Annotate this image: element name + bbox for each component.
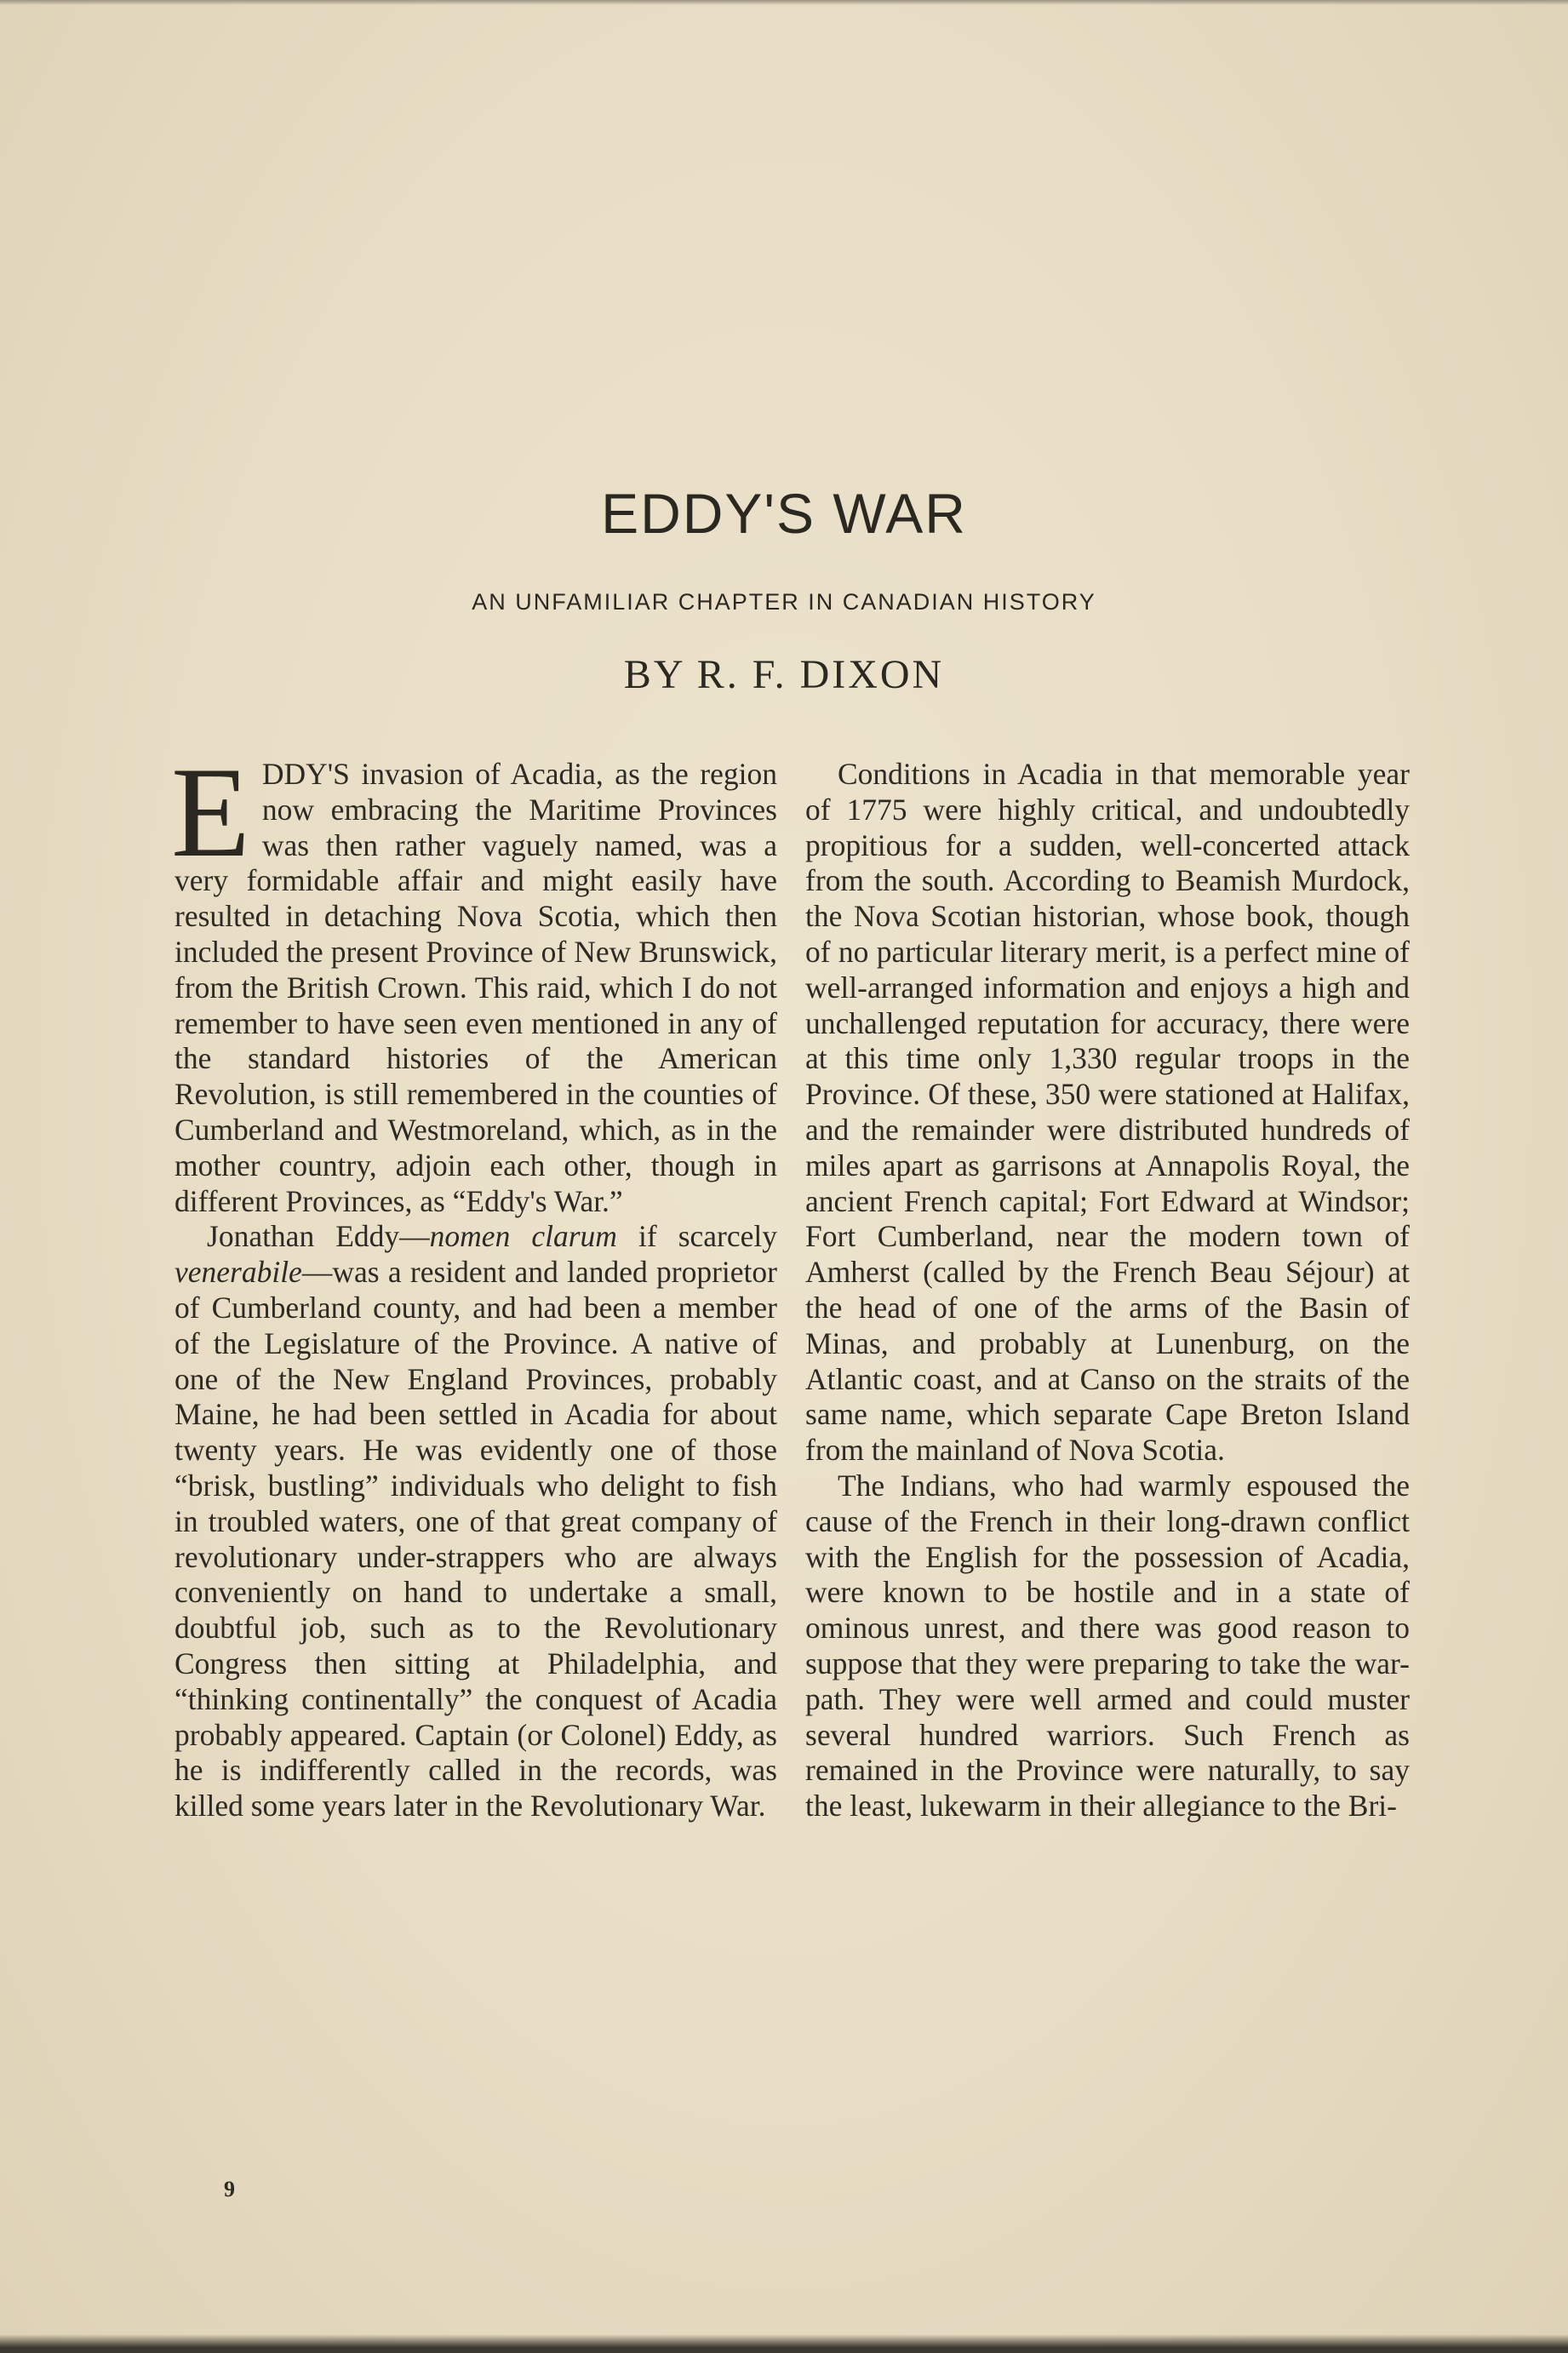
paragraph-2	[175, 1219, 777, 1824]
latin-phrase-1: nomen clarum	[429, 1219, 617, 1254]
paragraph-1	[171, 741, 777, 1219]
paragraph-2-text: —was a resident and landed proprietor of Cumberland county, and had been a member of the Legislature of the Province. A native of one of the New England Provinces, probably Maine, he had been settled in Acadia for about twenty years. He was evidently one of those “brisk, bustling” individuals who delight to fish in troubled waters, one of that great company of revolutionary under-strappers who are always conveniently on hand to undertake a small, doubtful job, such as to the Revolutionary Congress then sitting at Philadelphia, and “thinking continentally” the conquest of Acadia probably appeared. Captain (or Colonel) Eddy, as he is indifferently called in the records, was killed some years later in the Revolutionary War.	[175, 1255, 777, 1823]
article-title: EDDY'S WAR	[601, 482, 967, 545]
right-column	[805, 757, 1410, 1824]
paragraph-4: The Indians, who had warmly espoused the cause of the French in their long-drawn conflict with the English for the possession of Acadia, were known to be hostile and in a state of ominous unrest, and there was good reason to suppose that they were preparing to take the war-path. They were well armed and could muster several hundred warriors. Such French as remained in the Province were naturally, to say the least, lukewarm in their allegiance to the Bri-	[805, 1468, 1410, 1823]
paragraph-3: Conditions in Acadia in that memorable year of 1775 were highly critical, and undoubtedly propitious for a sudden, well-concerted attack from the south. According to Beamish Murdock, the Nova Scotian historian, whose book, though of no particular literary merit, is a perfect mine of well-arranged information and enjoys a high and unchallenged reputation for accuracy, there were at this time only 1,330 regular troops in the Province. Of these, 350 were stationed at Halifax, and the remainder were distributed hundreds of miles apart as garrisons at Annapolis Royal, the ancient French capital; Fort Edward at Windsor; Fort Cumberland, near the modern town of Amherst (called by the French Beau Séjour) at the head of one of the arms of the Basin of Minas, and probably at Lunenburg, on the Atlantic coast, and at Canso on the straits of the same name, which separate Cape Breton Island from the mainland of Nova Scotia.	[805, 757, 1410, 1468]
drop-cap: E	[171, 741, 250, 884]
left-column	[171, 741, 777, 1824]
paragraph-1-text: DDY'S invasion of Acadia, as the region now embracing the Maritime Provinces was then rather vaguely named, was a very formidable affair and might easily have resulted in detaching Nova Scotia, which then included the present Province of New Brunswick, from the British Crown. This raid, which I do not remember to have seen even mentioned in any of the standard histories of the American Revolution, is still remembered in the counties of Cumberland and Westmoreland, which, as in the mother country, adjoin each other, though in different Provinces, as “Eddy's War.”	[175, 757, 777, 1218]
article-subtitle: AN UNFAMILIAR CHAPTER IN CANADIAN HISTORY	[472, 589, 1096, 615]
page-number: 9	[224, 2177, 235, 2201]
page-top-edge	[0, 0, 1568, 5]
page-bottom-edge	[0, 2334, 1568, 2353]
article-byline: BY R. F. DIXON	[623, 652, 945, 697]
latin-phrase-2: venerabile	[175, 1255, 302, 1290]
paragraph-2-start: Jonathan Eddy—	[207, 1219, 430, 1254]
paragraph-2-mid: if scarcely	[616, 1219, 777, 1254]
